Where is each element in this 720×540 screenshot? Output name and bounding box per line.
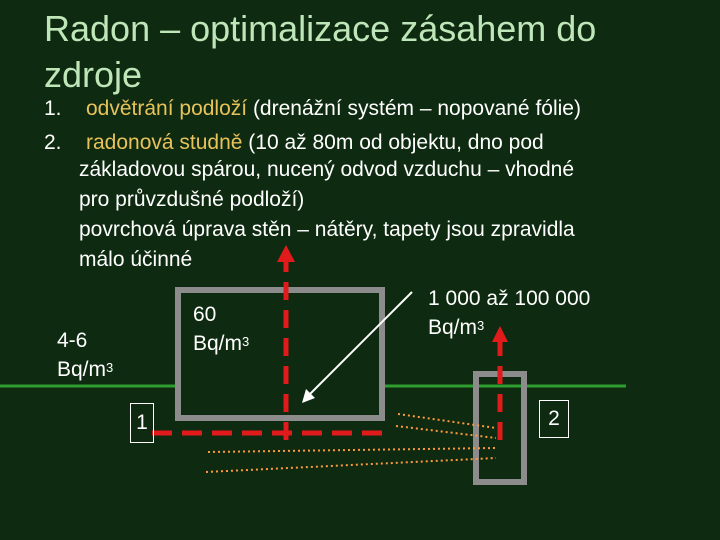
item-text: (10 až 80m od objektu, dno pod [242,131,544,154]
list-number: 2. [44,131,62,154]
outdoor-concentration-label: 4-6 $Bq/m^3$ [57,329,114,381]
list-number: 1. [44,97,62,120]
marker-1-label: 1 [136,411,148,434]
marker-2-label: 2 [548,407,560,430]
item-text: (drenážní systém – nopované fólie) [247,97,581,120]
marker-2-box [539,400,569,438]
flow-line-3 [208,448,496,452]
extra-note-line-1: povrchová úprava stěn – nátěry, tapety jsou zpravidla [79,218,575,241]
vent-arrow-up [277,245,295,262]
extra-note-line-2: málo účinné [79,248,193,271]
list-item-2-line-2: základovou spárou, nucený odvod vzduchu – vhodné [79,158,575,181]
indoor-concentration-label: 60 $Bq/m^3$ [193,303,250,355]
marker-1-box [130,403,154,443]
slide-title: Radon – optimalizace zásahem do zdroje [44,8,597,95]
highlight-text: radonová studně [86,131,243,154]
flow-line-1 [398,414,496,428]
soil-concentration-label: 1 000 až 100 000 $Bq/m^3$ [428,287,591,339]
list-item-2-line-3: pro průvzdušné podloží) [79,188,305,211]
diagonal-arrow [306,292,412,398]
flow-line-2 [396,426,496,438]
flow-line-4 [206,458,496,472]
highlight-text: odvětrání podloží [86,97,248,120]
